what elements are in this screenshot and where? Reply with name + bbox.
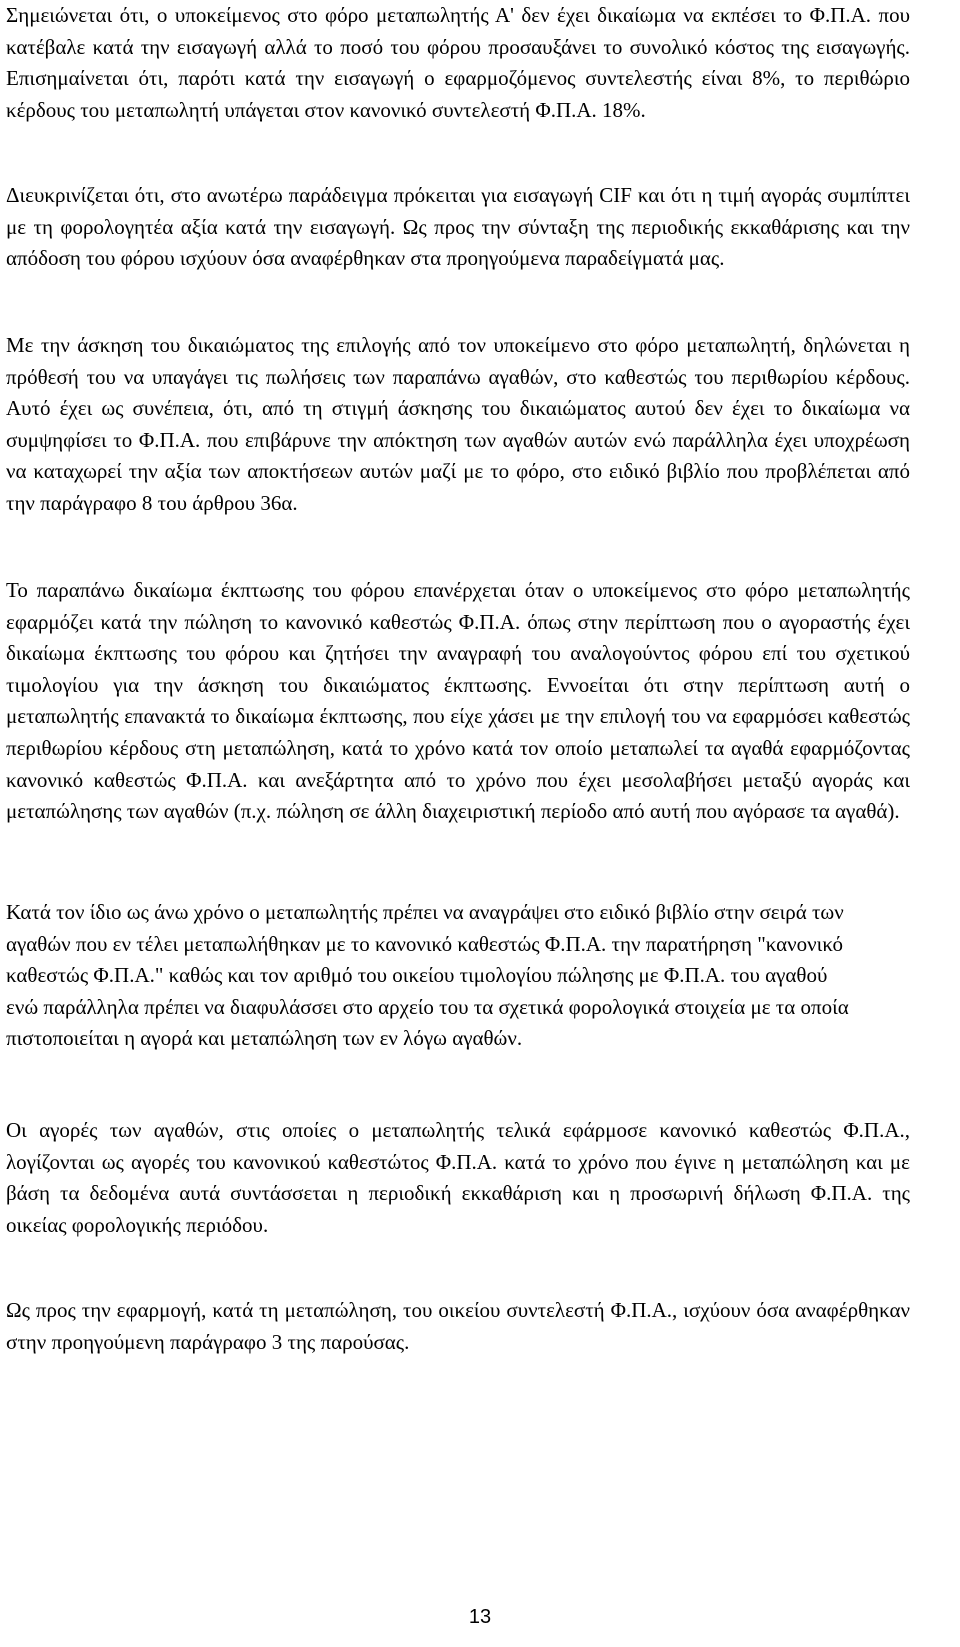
paragraph-special-book-entry: Κατά τον ίδιο ως άνω χρόνο ο μεταπωλητής πρέπει να αναγράψει στο ειδικό βιβλίο στην σειρά των αγαθών που εν τέλει μεταπωλήθηκαν με το κανονικό καθεστώς Φ.Π.Α. την παρατήρηση "κανονικό καθεστώς Φ.Π.Α." καθώς και τον αριθμό του οικείου τιμολογίου πώλησης με Φ.Π.Α. του αγαθού ενώ παράλληλα πρέπει να διαφυλάσσει στο αρχείο του τα σχετικά φορολογικά στοιχεία με τα οποία πιστοποιείται η αγορά και μεταπώληση των εν λόγω αγαθών. [6,900,849,1051]
paragraph-option-exercise: Με την άσκηση του δικαιώματος της επιλογής από τον υποκείμενο στο φόρο μεταπωλητή, δηλώνεται η πρόθεσή του να υπαγάγει τις πωλήσεις των παραπάνω αγαθών, στο καθεστώς του περιθωρίου κέρδους. Αυτό έχει ως συνέπεια, ότι, από τη στιγμή άσκησης του δικαιώματος αυτού δεν έχει το δικαίωμα να συμψηφίσει το Φ.Π.Α. που επιβάρυνε την απόκτηση των αγαθών αυτών ενώ παράλληλα έχει υποχρέωση να καταχωρεί την αξία των αποκτήσεων αυτών μαζί με το φόρο, στο ειδικό βιβλίο που προβλέπεται από την παράγραφο 8 του άρθρου 36α. [6,333,910,515]
paragraph-purchases-normal-regime: Οι αγορές των αγαθών, στις οποίες ο μεταπωλητής τελικά εφάρμοσε κανονικό καθεστώς Φ.Π.Α., λογίζονται ως αγορές του κανονικού καθεστώτος Φ.Π.Α. κατά το χρόνο που έγινε η μεταπώληση και με βάση τα δεδομένα αυτά συντάσσεται η περιοδική εκκαθάριση και η προσωρινή δήλωση Φ.Π.Α. της οικείας φορολογικής περιόδου. [6,1118,910,1237]
paragraph-import-vat-cost: Σημειώνεται ότι, ο υποκείμενος στο φόρο μεταπωλητής Α' δεν έχει δικαίωμα να εκπέσει το Φ.Π.Α. που κατέβαλε κατά την εισαγωγή αλλά το ποσό του φόρου προσαυξάνει το συνολικό κόστος της εισαγωγής. Επισημαίνεται ότι, παρότι κατά την εισαγωγή ο εφαρμοζόμενος συντελεστής είναι 8%, το περιθώριο κέρδους του μεταπωλητή υπάγεται στον κανονικό συντελεστή Φ.Π.Α. 18%. [6,3,910,122]
page-number: 13 [468,1606,492,1628]
paragraph-deduction-right: Το παραπάνω δικαίωμα έκπτωσης του φόρου επανέρχεται όταν ο υποκείμενος στο φόρο μεταπωλητής εφαρμόζει κατά την πώληση το κανονικό καθεστώς Φ.Π.Α. όπως στην περίπτωση που ο αγοραστής έχει δικαίωμα έκπτωσης του φόρου και ζητήσει την αναγραφή του αναλογούντος φόρου επί του σχετικού τιμολογίου για την άσκηση του δικαιώματος έκπτωσης. Εννοείται ότι στην περίπτωση αυτή ο μεταπωλητής επανακτά το δικαίωμα έκπτωσης, που είχε χάσει με την επιλογή του να εφαρμόσει καθεστώς περιθωρίου κέρδους στη μεταπώληση, κατά το χρόνο κατά τον οποίο μεταπωλεί τα αγαθά εφαρμόζοντας κανονικό καθεστώς Φ.Π.Α. και ανεξάρτητα από το χρόνο που έχει μεσολαβήσει μεταξύ αγοράς και μεταπώλησης των αγαθών (π.χ. πώληση σε άλλη διαχειριστική περίοδο από αυτή που αγόρασε τα αγαθά). [6,578,910,824]
paragraph-cif-import: Διευκρινίζεται ότι, στο ανωτέρω παράδειγμα πρόκειται για εισαγωγή CIF και ότι η τιμή αγοράς συμπίπτει με τη φορολογητέα αξία κατά την εισαγωγή. Ως προς την σύνταξη της περιοδικής εκκαθάρισης και την απόδοση του φόρου ισχύουν όσα αναφέρθηκαν στα προηγούμενα παραδείγματά μας. [6,183,910,271]
paragraph-vat-rate-application: Ως προς την εφαρμογή, κατά τη μεταπώληση, του οικείου συντελεστή Φ.Π.Α., ισχύουν όσα αναφέρθηκαν στην προηγούμενη παράγραφο 3 της παρούσας. [6,1298,910,1354]
